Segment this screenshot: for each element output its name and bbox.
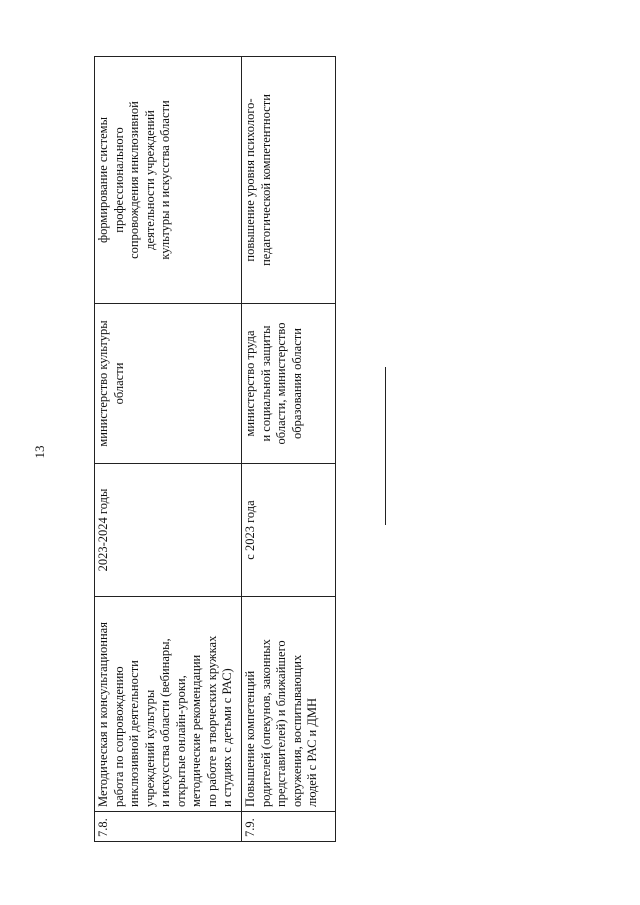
activity-line: инклюзивной деятельности — [127, 660, 141, 807]
activity-line: Методическая и консультационная — [96, 622, 110, 807]
term-cell: с 2023 года — [242, 464, 336, 597]
executor-cell — [242, 304, 336, 464]
result-line: педагогической компетентности — [258, 94, 273, 266]
activity-line: работа по сопровождению — [111, 666, 126, 807]
row-number-cell: 7.8. — [95, 812, 242, 842]
measures-table-rotated — [94, 56, 336, 842]
table-row — [95, 57, 242, 842]
executor-line: образования области — [289, 328, 304, 439]
executor-cell — [95, 304, 242, 464]
result-cell — [242, 57, 336, 304]
term-cell: 2023-2024 годы — [95, 464, 242, 597]
activity-line: людей с РАС и ДМН — [305, 697, 319, 807]
activity-line: окружения, воспитывающих — [289, 654, 304, 807]
activity-line: и искусства области (вебинары, — [158, 638, 172, 807]
activity-line: методические рекомендации — [189, 654, 203, 807]
activity-line: родителей (опекунов, законных — [258, 639, 273, 807]
activity-line: и студиях с детьми с РАС) — [220, 668, 234, 807]
executor-line: и социальной защиты — [258, 325, 273, 442]
result-line: культуры и искусства области — [158, 100, 172, 260]
result-line: формирование системы — [96, 117, 110, 243]
executor-line: министерство труда — [243, 330, 257, 437]
result-line: профессионального — [111, 127, 126, 233]
result-line: сопровождения инклюзивной — [127, 101, 141, 259]
page-number: 13 — [32, 445, 47, 459]
executor-line: области — [111, 362, 126, 405]
closing-rule — [385, 367, 386, 525]
activity-line: Повышение компетенций — [243, 670, 257, 807]
activity-line: представителей) и ближайшего — [274, 640, 288, 807]
result-line: повышение уровня психолого- — [243, 98, 257, 262]
measures-table — [94, 56, 336, 842]
activity-line: по работе в творческих кружках — [204, 635, 219, 807]
result-cell — [95, 57, 242, 304]
row-number-cell: 7.9. — [242, 812, 336, 842]
executor-line: министерство культуры — [96, 320, 110, 447]
result-line: деятельности учреждений — [142, 110, 157, 250]
table-row — [242, 57, 336, 842]
activity-cell — [95, 597, 242, 812]
activity-cell — [242, 597, 336, 812]
activity-line: открытые онлайн-уроки, — [173, 675, 188, 807]
executor-line: области, министерство — [274, 322, 288, 445]
activity-line: учреждений культуры — [142, 689, 157, 807]
